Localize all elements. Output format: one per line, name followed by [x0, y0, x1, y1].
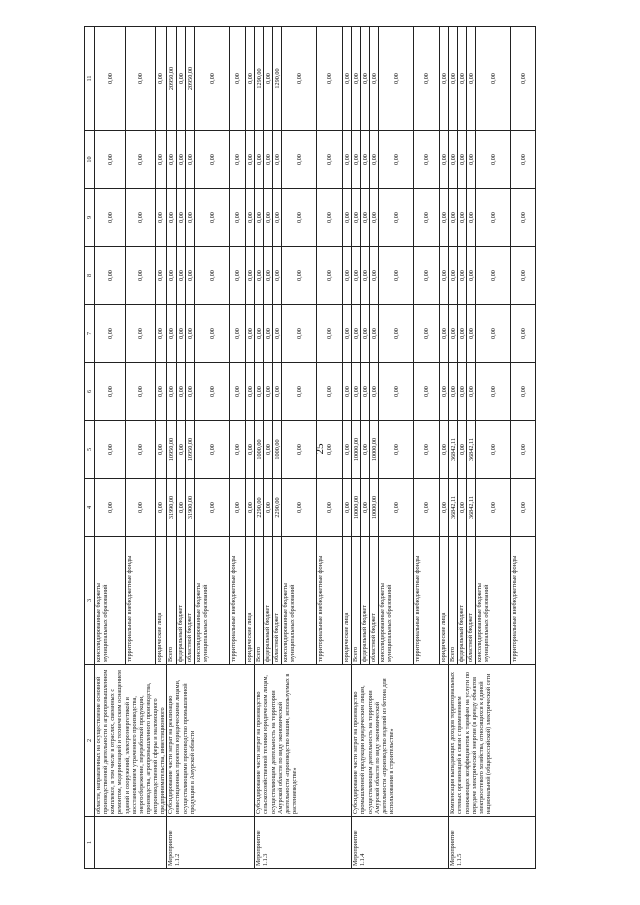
value-cell: 0,00	[476, 27, 511, 131]
value-cell: 0,00	[414, 189, 440, 247]
funding-source: федеральный бюджет	[177, 537, 186, 665]
value-cell: 0,00	[467, 189, 476, 247]
value-cell: 0,00	[317, 27, 343, 131]
value-cell: 0,00	[255, 131, 264, 189]
value-cell: 0,00	[361, 27, 370, 131]
funding-source: территориальные внебюджетные фонды	[511, 537, 536, 665]
value-cell: 0,00	[317, 421, 343, 479]
value-cell: 1000,00	[255, 421, 264, 479]
value-cell: 0,00	[467, 131, 476, 189]
funding-source: консолидированные бюджеты муниципальных образований	[95, 537, 126, 665]
table-row	[255, 27, 264, 869]
value-cell: 0,00	[230, 247, 246, 305]
funding-source: Всего	[449, 537, 458, 665]
value-cell: 1290,00	[255, 27, 264, 131]
value-cell: 0,00	[343, 363, 352, 421]
measure-description: Компенсация выпадающих доходов территориальных сетевых организаций в связи с применением понижающих коэффициентов к тарифам на услуги по передаче электрической энергии (в аренду объектов электросетевого хозяйства, относящихся к единой национальной (общероссийской) электрической сети	[449, 665, 536, 817]
value-cell: 0,00	[126, 421, 155, 479]
column-number-5: 5	[85, 421, 95, 479]
funding-source: Всего	[352, 537, 361, 665]
funding-source: Всего	[167, 537, 177, 665]
value-cell: 31900,00	[186, 479, 195, 537]
value-cell: 0,00	[282, 247, 317, 305]
value-cell: 0,00	[195, 363, 230, 421]
column-number-1: 1	[85, 817, 95, 869]
funding-source: юридические лица	[246, 537, 255, 665]
header-row	[85, 27, 95, 869]
value-cell: 1000,00	[273, 421, 282, 479]
value-cell: 0,00	[511, 27, 536, 131]
value-cell: 0,00	[155, 305, 167, 363]
value-cell: 0,00	[414, 363, 440, 421]
value-cell: 0,00	[177, 189, 186, 247]
funding-source: консолидированные бюджеты муниципальных образований	[379, 537, 414, 665]
value-cell: 0,00	[379, 189, 414, 247]
value-cell: 0,00	[273, 363, 282, 421]
measure-id: Мероприятие 1.1.2	[167, 817, 255, 869]
value-cell: 0,00	[458, 479, 467, 537]
value-cell: 10950,00	[167, 421, 177, 479]
measure-description: Субсидирование части затрат на производство сельскохозяйственной техники юридическим лицам, осуществляющим деятельность на территории Амурской области по виду экономической деятельности «производство машин, используемых в растениеводстве»	[255, 665, 352, 817]
measure-description: Субсидирование части затрат на производство промышленной продукции юридическим лицам, осуществляющим деятельность на территории Амурской области по виду экономической деятельности «производство изделий из бетона для использования в строительстве»	[352, 665, 449, 817]
measure-id: Мероприятие 1.1.3	[255, 817, 352, 869]
value-cell: 0,00	[449, 247, 458, 305]
value-cell: 0,00	[95, 305, 126, 363]
value-cell: 0,00	[177, 479, 186, 537]
value-cell: 0,00	[195, 189, 230, 247]
value-cell: 0,00	[230, 421, 246, 479]
funding-source: федеральный бюджет	[264, 537, 273, 665]
value-cell: 0,00	[414, 305, 440, 363]
value-cell: 0,00	[449, 189, 458, 247]
value-cell: 0,00	[317, 479, 343, 537]
value-cell: 0,00	[155, 363, 167, 421]
column-number-6: 6	[85, 363, 95, 421]
value-cell: 0,00	[177, 27, 186, 131]
value-cell: 0,00	[177, 305, 186, 363]
value-cell: 0,00	[264, 27, 273, 131]
value-cell: 0,00	[352, 363, 361, 421]
value-cell: 0,00	[370, 247, 379, 305]
value-cell: 0,00	[246, 189, 255, 247]
value-cell: 0,00	[449, 363, 458, 421]
funding-source: юридические лица	[440, 537, 449, 665]
funding-source: юридические лица	[343, 537, 352, 665]
value-cell: 0,00	[126, 479, 155, 537]
value-cell: 0,00	[352, 305, 361, 363]
value-cell: 0,00	[370, 131, 379, 189]
value-cell: 0,00	[467, 247, 476, 305]
page-number: 25	[314, 443, 326, 455]
value-cell: 0,00	[246, 479, 255, 537]
value-cell: 0,00	[273, 247, 282, 305]
value-cell: 0,00	[155, 421, 167, 479]
measure-id	[95, 817, 167, 869]
value-cell: 36842,11	[449, 479, 458, 537]
value-cell: 0,00	[186, 131, 195, 189]
value-cell: 0,00	[352, 247, 361, 305]
value-cell: 0,00	[458, 247, 467, 305]
value-cell: 0,00	[246, 305, 255, 363]
value-cell: 0,00	[264, 131, 273, 189]
value-cell: 0,00	[126, 189, 155, 247]
value-cell: 0,00	[230, 27, 246, 131]
value-cell: 0,00	[379, 479, 414, 537]
funding-source: консолидированные бюджеты муниципальных образований	[282, 537, 317, 665]
value-cell: 0,00	[230, 131, 246, 189]
table-row	[449, 27, 458, 869]
value-cell: 0,00	[155, 247, 167, 305]
value-cell: 0,00	[361, 189, 370, 247]
value-cell: 0,00	[230, 363, 246, 421]
value-cell: 0,00	[511, 189, 536, 247]
value-cell: 0,00	[255, 189, 264, 247]
value-cell: 0,00	[264, 305, 273, 363]
value-cell: 0,00	[255, 247, 264, 305]
value-cell: 0,00	[155, 131, 167, 189]
value-cell: 0,00	[195, 247, 230, 305]
value-cell: 0,00	[361, 421, 370, 479]
value-cell: 0,00	[440, 189, 449, 247]
value-cell: 0,00	[511, 363, 536, 421]
funding-source: территориальные внебюджетные фонды	[414, 537, 440, 665]
value-cell: 10000,00	[352, 479, 361, 537]
value-cell: 0,00	[361, 247, 370, 305]
value-cell: 2290,00	[255, 479, 264, 537]
value-cell: 0,00	[476, 305, 511, 363]
value-cell: 0,00	[449, 27, 458, 131]
value-cell: 0,00	[440, 305, 449, 363]
value-cell: 0,00	[126, 27, 155, 131]
value-cell: 0,00	[95, 27, 126, 131]
value-cell: 0,00	[177, 247, 186, 305]
value-cell: 0,00	[458, 421, 467, 479]
table-body	[85, 27, 536, 869]
value-cell: 0,00	[167, 247, 177, 305]
value-cell: 0,00	[264, 247, 273, 305]
value-cell: 0,00	[95, 189, 126, 247]
value-cell: 0,00	[264, 421, 273, 479]
value-cell: 0,00	[282, 363, 317, 421]
value-cell: 0,00	[458, 27, 467, 131]
value-cell: 0,00	[155, 479, 167, 537]
funding-source: консолидированные бюджеты муниципальных образований	[476, 537, 511, 665]
value-cell: 0,00	[186, 247, 195, 305]
value-cell: 0,00	[155, 189, 167, 247]
funding-source: областной бюджет	[467, 537, 476, 665]
value-cell: 0,00	[95, 247, 126, 305]
funding-source: областной бюджет	[273, 537, 282, 665]
funding-source: Всего	[255, 537, 264, 665]
value-cell: 0,00	[255, 305, 264, 363]
value-cell: 0,00	[370, 27, 379, 131]
value-cell: 0,00	[379, 247, 414, 305]
value-cell: 0,00	[476, 247, 511, 305]
value-cell: 0,00	[467, 363, 476, 421]
value-cell: 0,00	[440, 27, 449, 131]
value-cell: 0,00	[370, 363, 379, 421]
value-cell: 0,00	[414, 479, 440, 537]
value-cell: 20950,00	[186, 27, 195, 131]
value-cell: 0,00	[246, 27, 255, 131]
value-cell: 0,00	[282, 479, 317, 537]
value-cell: 0,00	[167, 363, 177, 421]
value-cell: 2290,00	[273, 479, 282, 537]
funding-source: федеральный бюджет	[361, 537, 370, 665]
column-number-8: 8	[85, 247, 95, 305]
value-cell: 0,00	[370, 305, 379, 363]
value-cell: 0,00	[177, 421, 186, 479]
column-number-3: 3	[85, 537, 95, 665]
value-cell: 0,00	[195, 305, 230, 363]
value-cell: 0,00	[246, 247, 255, 305]
value-cell: 0,00	[246, 131, 255, 189]
value-cell: 10000,00	[370, 479, 379, 537]
value-cell: 0,00	[317, 363, 343, 421]
value-cell: 0,00	[379, 131, 414, 189]
value-cell: 0,00	[195, 479, 230, 537]
value-cell: 0,00	[317, 305, 343, 363]
funding-source: территориальные внебюджетные фонды	[317, 537, 343, 665]
value-cell: 0,00	[511, 247, 536, 305]
value-cell: 0,00	[449, 305, 458, 363]
measure-description: Субсидирование части затрат на реализацию инвестиционных проектов юридическими лицами, осуществляющими производство промышленной продукции в Амурской области	[167, 665, 255, 817]
value-cell: 0,00	[317, 131, 343, 189]
value-cell: 0,00	[511, 421, 536, 479]
value-cell: 0,00	[476, 421, 511, 479]
value-cell: 0,00	[95, 421, 126, 479]
value-cell: 0,00	[177, 131, 186, 189]
value-cell: 0,00	[264, 479, 273, 537]
funding-source: юридические лица	[155, 537, 167, 665]
value-cell: 0,00	[440, 131, 449, 189]
value-cell: 0,00	[414, 131, 440, 189]
value-cell: 0,00	[195, 131, 230, 189]
value-cell: 0,00	[449, 131, 458, 189]
value-cell: 0,00	[264, 363, 273, 421]
value-cell: 0,00	[186, 189, 195, 247]
column-number-9: 9	[85, 189, 95, 247]
value-cell: 10950,00	[186, 421, 195, 479]
value-cell: 0,00	[511, 131, 536, 189]
value-cell: 0,00	[467, 27, 476, 131]
value-cell: 0,00	[230, 305, 246, 363]
value-cell: 0,00	[511, 305, 536, 363]
value-cell: 20950,00	[167, 27, 177, 131]
value-cell: 10000,00	[352, 421, 361, 479]
value-cell: 0,00	[379, 305, 414, 363]
value-cell: 0,00	[246, 421, 255, 479]
value-cell: 0,00	[343, 479, 352, 537]
value-cell: 0,00	[186, 363, 195, 421]
value-cell: 0,00	[343, 247, 352, 305]
table-row	[352, 27, 361, 869]
column-number-7: 7	[85, 305, 95, 363]
value-cell: 0,00	[440, 363, 449, 421]
value-cell: 0,00	[282, 27, 317, 131]
value-cell: 36842,11	[467, 479, 476, 537]
value-cell: 0,00	[282, 421, 317, 479]
value-cell: 0,00	[467, 305, 476, 363]
value-cell: 0,00	[361, 305, 370, 363]
value-cell: 0,00	[379, 363, 414, 421]
value-cell: 0,00	[343, 421, 352, 479]
value-cell: 0,00	[352, 131, 361, 189]
value-cell: 0,00	[126, 247, 155, 305]
value-cell: 0,00	[186, 305, 195, 363]
column-number-11: 11	[85, 27, 95, 131]
value-cell: 0,00	[440, 479, 449, 537]
value-cell: 0,00	[282, 305, 317, 363]
value-cell: 0,00	[440, 421, 449, 479]
value-cell: 0,00	[414, 247, 440, 305]
rotated-table-container	[84, 27, 638, 869]
value-cell: 0,00	[195, 421, 230, 479]
value-cell: 0,00	[317, 189, 343, 247]
value-cell: 0,00	[476, 479, 511, 537]
value-cell: 0,00	[414, 27, 440, 131]
value-cell: 0,00	[476, 363, 511, 421]
value-cell: 0,00	[414, 421, 440, 479]
value-cell: 31990,00	[167, 479, 177, 537]
value-cell: 0,00	[255, 363, 264, 421]
value-cell: 0,00	[282, 189, 317, 247]
column-number-10: 10	[85, 131, 95, 189]
value-cell: 0,00	[264, 189, 273, 247]
column-number-4: 4	[85, 479, 95, 537]
value-cell: 0,00	[126, 131, 155, 189]
value-cell: 0,00	[476, 131, 511, 189]
value-cell: 0,00	[273, 131, 282, 189]
funding-source: территориальные внебюджетные фонды	[230, 537, 246, 665]
column-number-2: 2	[85, 665, 95, 817]
value-cell: 0,00	[370, 189, 379, 247]
value-cell: 0,00	[379, 27, 414, 131]
value-cell: 0,00	[273, 189, 282, 247]
value-cell: 0,00	[343, 131, 352, 189]
value-cell: 36842,11	[449, 421, 458, 479]
value-cell: 0,00	[155, 27, 167, 131]
value-cell: 0,00	[246, 363, 255, 421]
table-row	[167, 27, 177, 869]
value-cell: 0,00	[95, 479, 126, 537]
funding-source: областной бюджет	[186, 537, 195, 665]
value-cell: 0,00	[195, 27, 230, 131]
value-cell: 1290,00	[273, 27, 282, 131]
value-cell: 0,00	[361, 363, 370, 421]
value-cell: 0,00	[343, 305, 352, 363]
funding-source: федеральный бюджет	[458, 537, 467, 665]
value-cell: 0,00	[343, 27, 352, 131]
value-cell: 0,00	[476, 189, 511, 247]
value-cell: 0,00	[282, 131, 317, 189]
value-cell: 0,00	[273, 305, 282, 363]
value-cell: 0,00	[95, 363, 126, 421]
value-cell: 0,00	[317, 247, 343, 305]
value-cell: 0,00	[167, 131, 177, 189]
value-cell: 0,00	[361, 479, 370, 537]
value-cell: 0,00	[167, 189, 177, 247]
value-cell: 0,00	[343, 189, 352, 247]
value-cell: 0,00	[458, 305, 467, 363]
value-cell: 0,00	[379, 421, 414, 479]
value-cell: 0,00	[458, 131, 467, 189]
value-cell: 0,00	[230, 189, 246, 247]
value-cell: 0,00	[361, 131, 370, 189]
measure-description: области, направленных на осуществление основной производственной деятельности в агропромышленном комплексе, в том числе в отраслях, связанных с ремонтом, модернизацией и техническим оснащением зданий и сооружений, электроэнергетикой и восстановлением утраченного производства, энергосбережение, переработкой продукции, производства, агропромышленного производства, непроизводственной сферы и маломощного предпринимательства, инвестиционного	[95, 665, 167, 817]
funding-table	[84, 26, 536, 869]
measure-id: Мероприятие 1.1.4	[352, 817, 449, 869]
value-cell: 0,00	[352, 27, 361, 131]
value-cell: 0,00	[167, 305, 177, 363]
value-cell: 0,00	[440, 247, 449, 305]
value-cell: 0,00	[458, 189, 467, 247]
value-cell: 0,00	[126, 305, 155, 363]
value-cell: 0,00	[511, 479, 536, 537]
funding-source: консолидированные бюджеты муниципальных образований	[195, 537, 230, 665]
funding-source: территориальные внебюджетные фонды	[126, 537, 155, 665]
value-cell: 0,00	[230, 479, 246, 537]
value-cell: 0,00	[458, 363, 467, 421]
value-cell: 0,00	[95, 131, 126, 189]
funding-source: областной бюджет	[370, 537, 379, 665]
value-cell: 0,00	[177, 363, 186, 421]
value-cell: 0,00	[126, 363, 155, 421]
value-cell: 36842,11	[467, 421, 476, 479]
value-cell: 0,00	[352, 189, 361, 247]
table-row	[95, 27, 126, 869]
measure-id: Мероприятие 1.1.5	[449, 817, 536, 869]
value-cell: 10000,00	[370, 421, 379, 479]
